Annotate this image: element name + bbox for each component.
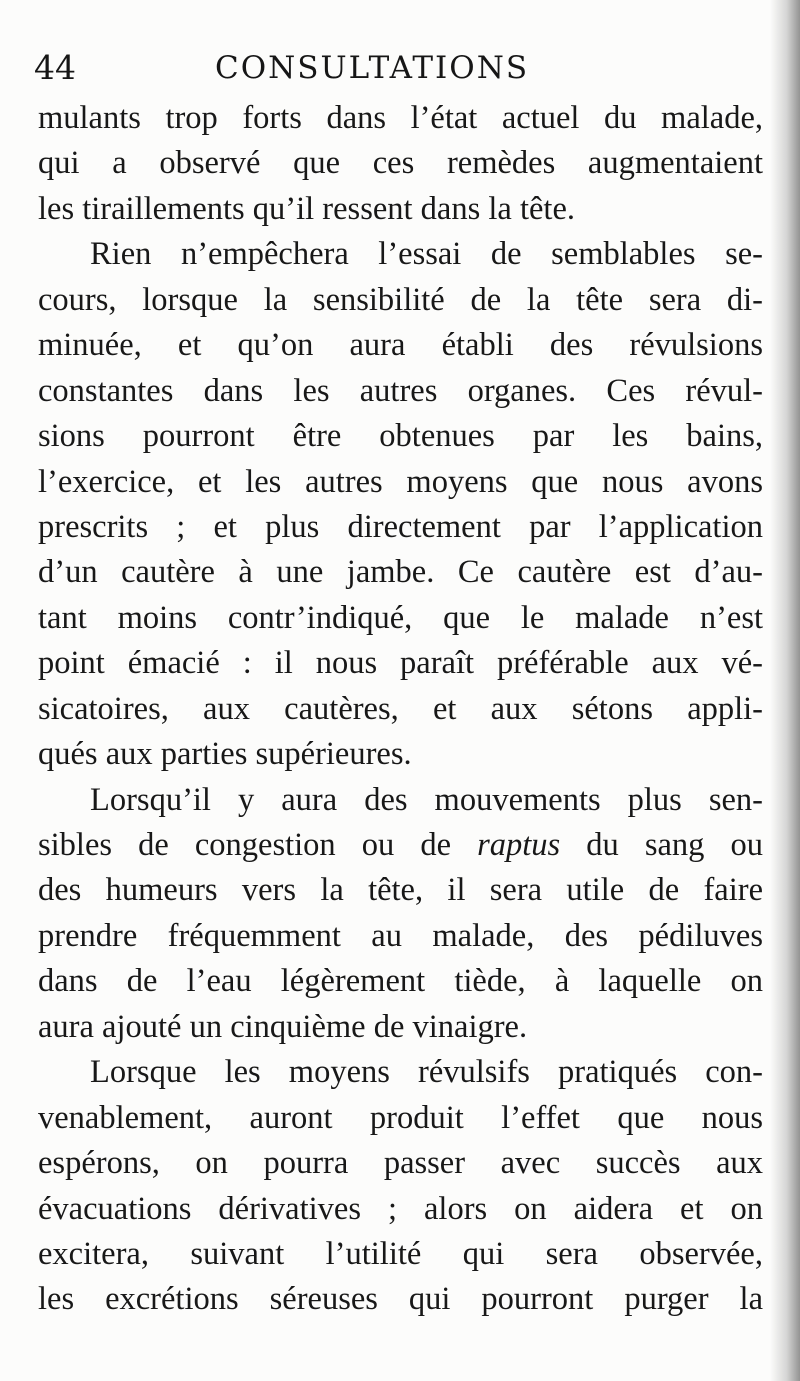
text-line: cours, lorsque la sensibilité de la tête sera di-	[38, 281, 763, 318]
text-line: prendre fréquemment au malade, des pédiluves	[38, 917, 763, 954]
text-line: qués aux parties supérieures.	[38, 736, 412, 773]
text-line: des humeurs vers la tête, il sera utile de faire	[38, 872, 763, 909]
text-line: les tiraillements qu’il ressent dans la tête.	[38, 190, 575, 227]
text-line: point émacié : il nous paraît préférable aux vé-	[38, 645, 763, 682]
body-text	[38, 96, 763, 1323]
page-edge-shadow	[770, 0, 800, 1381]
text-line: d’un cautère à une jambe. Ce cautère est d’au-	[38, 554, 763, 591]
running-title: CONSULTATIONS	[215, 50, 530, 86]
text-segment: sibles de congestion ou de	[38, 827, 452, 863]
text-line: évacuations dérivatives ; alors on aidera et on	[38, 1190, 763, 1227]
text-line: l’exercice, et les autres moyens que nous avons	[38, 463, 763, 500]
page-header	[30, 44, 770, 92]
text-line: Lorsque les moyens révulsifs pratiqués con-	[90, 1054, 763, 1091]
text-line: prescrits ; et plus directement par l’application	[38, 508, 763, 545]
text-line: mulants trop forts dans l’état actuel du malade,	[38, 100, 763, 136]
text-line: espérons, on pourra passer avec succès aux	[38, 1145, 763, 1182]
text-line: qui a observé que ces remèdes augmentaient	[38, 145, 763, 182]
text-line: constantes dans les autres organes. Ces révul-	[38, 372, 763, 409]
page-number: 44	[34, 48, 76, 87]
text-line: venablement, auront produit l’effet que nous	[38, 1099, 763, 1136]
text-line: les excrétions séreuses qui pourront purger la	[38, 1281, 763, 1318]
text-line: minuée, et qu’on aura établi des révulsions	[38, 327, 763, 364]
text-line: aura ajouté un cinquième de vinaigre.	[38, 1008, 528, 1045]
text-line: Rien n’empêchera l’essai de semblables se-	[90, 236, 763, 273]
italic-word: raptus	[477, 827, 561, 863]
text-line: sicatoires, aux cautères, et aux sétons appli-	[38, 690, 763, 727]
text-line-with-italic	[38, 823, 763, 868]
text-line: Lorsqu’il y aura des mouvements plus sen-	[90, 781, 763, 818]
text-line: dans de l’eau légèrement tiède, à laquelle on	[38, 963, 763, 1000]
text-segment: du sang ou	[586, 827, 764, 863]
text-line: sions pourront être obtenues par les bains,	[38, 418, 763, 455]
text-line: tant moins contr’indiqué, que le malade n’est	[38, 599, 763, 636]
text-line: excitera, suivant l’utilité qui sera observée,	[38, 1235, 763, 1272]
